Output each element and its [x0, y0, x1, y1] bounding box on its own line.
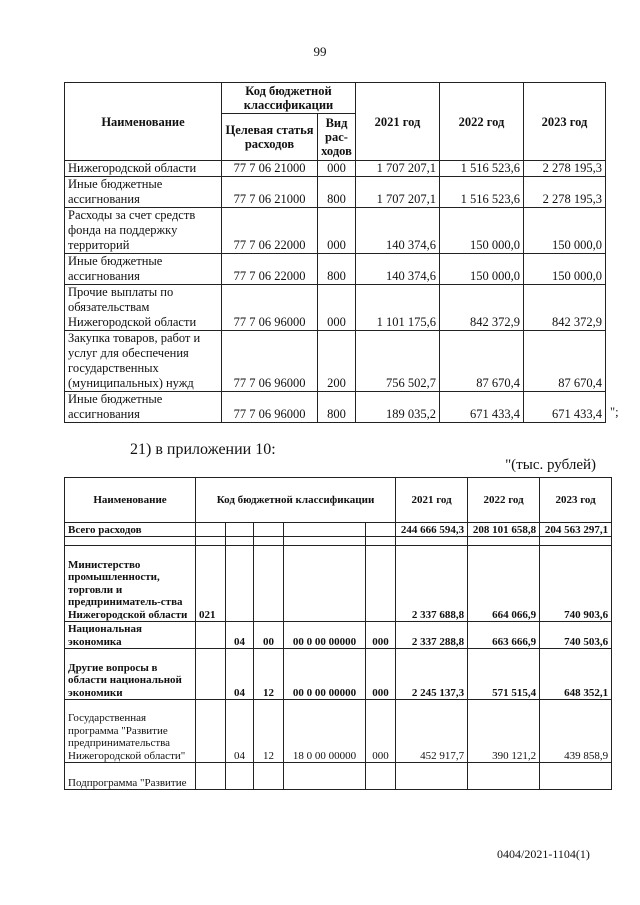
row-subsection-code: 12 — [254, 700, 284, 763]
row-section-code: 04 — [226, 700, 254, 763]
row-section-code — [226, 546, 254, 622]
row-expense-type: 800 — [318, 392, 356, 423]
table-row — [65, 649, 612, 700]
table-row — [65, 331, 606, 392]
row-name: Национальная экономика — [65, 622, 196, 649]
row-ministry-code — [196, 700, 226, 763]
closing-quote-mark: "; — [610, 405, 619, 419]
row-subsection-code: 12 — [254, 649, 284, 700]
row-target-article: 77 7 06 21000 — [222, 177, 318, 208]
row-value-2023: 150 000,0 — [524, 254, 606, 285]
row-value-2021: 1 101 175,6 — [356, 285, 440, 331]
row-ministry-code — [196, 622, 226, 649]
header-expense-type: Вид рас-ходов — [318, 114, 356, 161]
row-target-article: 77 7 06 22000 — [222, 208, 318, 254]
row-target-article: 77 7 06 96000 — [222, 331, 318, 392]
table-row — [65, 700, 612, 763]
row-value-2022: 150 000,0 — [440, 208, 524, 254]
row-name: Прочие выплаты по обязательствам Нижегородской области — [65, 285, 222, 331]
row-expense-type: 800 — [318, 254, 356, 285]
row-value-2022: 671 433,4 — [440, 392, 524, 423]
row-target-article: 00 0 00 00000 — [284, 649, 366, 700]
section-title: 21) в приложении 10: — [130, 441, 276, 458]
table-row — [65, 546, 612, 622]
table-row — [65, 763, 612, 790]
units-label: "(тыс. рублей) — [505, 457, 596, 473]
row-ministry-code: 021 — [196, 546, 226, 622]
row-value-2023: 648 352,1 — [540, 649, 612, 700]
row-value-2023: 2 278 195,3 — [524, 161, 606, 177]
total-row — [65, 523, 612, 537]
header-2021: 2021 год — [356, 83, 440, 161]
row-value-2022: 1 516 523,6 — [440, 177, 524, 208]
total-2021: 244 666 594,3 — [396, 523, 468, 537]
header-name: Наименование — [65, 83, 222, 161]
row-section-code: 04 — [226, 622, 254, 649]
table-row — [65, 285, 606, 331]
row-name: Иные бюджетные ассигнования — [65, 392, 222, 423]
row-value-2022: 842 372,9 — [440, 285, 524, 331]
row-value-2023: 2 278 195,3 — [524, 177, 606, 208]
table-row — [65, 177, 606, 208]
row-value-2021: 140 374,6 — [356, 208, 440, 254]
row-target-article — [284, 546, 366, 622]
total-2022: 208 101 658,8 — [468, 523, 540, 537]
budget-table-continuation — [64, 82, 606, 423]
row-value-2023: 740 903,6 — [540, 546, 612, 622]
row-expense-type: 000 — [366, 622, 396, 649]
row-section-code: 04 — [226, 649, 254, 700]
row-name: Закупка товаров, работ и услуг для обеспечения государственных (муниципальных) нужд — [65, 331, 222, 392]
row-expense-type — [366, 763, 396, 790]
header-code-group: Код бюджетной классификации — [222, 83, 356, 114]
row-name: Подпрограмма "Развитие — [65, 763, 196, 790]
row-value-2022: 571 515,4 — [468, 649, 540, 700]
row-value-2021: 756 502,7 — [356, 331, 440, 392]
row-value-2021: 2 337 288,8 — [396, 622, 468, 649]
row-expense-type: 000 — [366, 700, 396, 763]
row-value-2022 — [468, 763, 540, 790]
header-2023: 2023 год — [540, 478, 612, 523]
row-expense-type: 000 — [318, 161, 356, 177]
row-value-2023: 150 000,0 — [524, 208, 606, 254]
row-value-2021: 2 245 137,3 — [396, 649, 468, 700]
row-subsection-code: 00 — [254, 622, 284, 649]
row-target-article: 77 7 06 21000 — [222, 161, 318, 177]
row-value-2021: 1 707 207,1 — [356, 177, 440, 208]
row-subsection-code — [254, 546, 284, 622]
row-target-article: 00 0 00 00000 — [284, 622, 366, 649]
row-name: Министерство промышленности, торговли и предприниматель-ства Нижегородской области — [65, 546, 196, 622]
row-ministry-code — [196, 649, 226, 700]
total-2023: 204 563 297,1 — [540, 523, 612, 537]
header-2023: 2023 год — [524, 83, 606, 161]
table-row — [65, 254, 606, 285]
row-expense-type: 800 — [318, 177, 356, 208]
row-subsection-code — [254, 763, 284, 790]
row-value-2021: 1 707 207,1 — [356, 161, 440, 177]
table-row — [65, 208, 606, 254]
row-expense-type: 000 — [366, 649, 396, 700]
table-row — [65, 161, 606, 177]
row-target-article: 77 7 06 96000 — [222, 285, 318, 331]
row-value-2023: 842 372,9 — [524, 285, 606, 331]
row-target-article: 18 0 00 00000 — [284, 700, 366, 763]
row-value-2023: 87 670,4 — [524, 331, 606, 392]
appendix-10-table — [64, 477, 612, 790]
row-value-2021: 452 917,7 — [396, 700, 468, 763]
row-value-2022: 390 121,2 — [468, 700, 540, 763]
header-budget-code: Код бюджетной классификации — [196, 478, 396, 523]
row-value-2022: 87 670,4 — [440, 331, 524, 392]
row-target-article — [284, 763, 366, 790]
row-value-2022: 663 666,9 — [468, 622, 540, 649]
row-target-article: 77 7 06 96000 — [222, 392, 318, 423]
row-value-2021 — [396, 763, 468, 790]
row-value-2021: 140 374,6 — [356, 254, 440, 285]
row-ministry-code — [196, 763, 226, 790]
row-value-2023: 439 858,9 — [540, 700, 612, 763]
row-section-code — [226, 763, 254, 790]
row-name: Государственная программа "Развитие предпринимательства Нижегородской области" — [65, 700, 196, 763]
row-expense-type: 200 — [318, 331, 356, 392]
row-value-2022: 1 516 523,6 — [440, 161, 524, 177]
row-target-article: 77 7 06 22000 — [222, 254, 318, 285]
page-number: 99 — [313, 44, 327, 59]
row-expense-type: 000 — [318, 285, 356, 331]
header-name: Наименование — [65, 478, 196, 523]
row-value-2021: 189 035,2 — [356, 392, 440, 423]
header-2022: 2022 год — [468, 478, 540, 523]
row-value-2023 — [540, 763, 612, 790]
table-row — [65, 622, 612, 649]
total-label: Всего расходов — [65, 523, 196, 537]
row-expense-type — [366, 546, 396, 622]
row-expense-type: 000 — [318, 208, 356, 254]
row-name: Расходы за счет средств фонда на поддержку территорий — [65, 208, 222, 254]
row-name: Другие вопросы в области национальной экономики — [65, 649, 196, 700]
row-value-2023: 740 503,6 — [540, 622, 612, 649]
row-value-2022: 664 066,9 — [468, 546, 540, 622]
row-value-2021: 2 337 688,8 — [396, 546, 468, 622]
document-footer-code: 0404/2021-1104(1) — [497, 847, 590, 861]
header-target-article: Целевая статья расходов — [222, 114, 318, 161]
row-value-2022: 150 000,0 — [440, 254, 524, 285]
row-value-2023: 671 433,4 — [524, 392, 606, 423]
header-2022: 2022 год — [440, 83, 524, 161]
row-name: Нижегородской области — [65, 161, 222, 177]
header-2021: 2021 год — [396, 478, 468, 523]
row-name: Иные бюджетные ассигнования — [65, 177, 222, 208]
table-row — [65, 392, 606, 423]
row-name: Иные бюджетные ассигнования — [65, 254, 222, 285]
